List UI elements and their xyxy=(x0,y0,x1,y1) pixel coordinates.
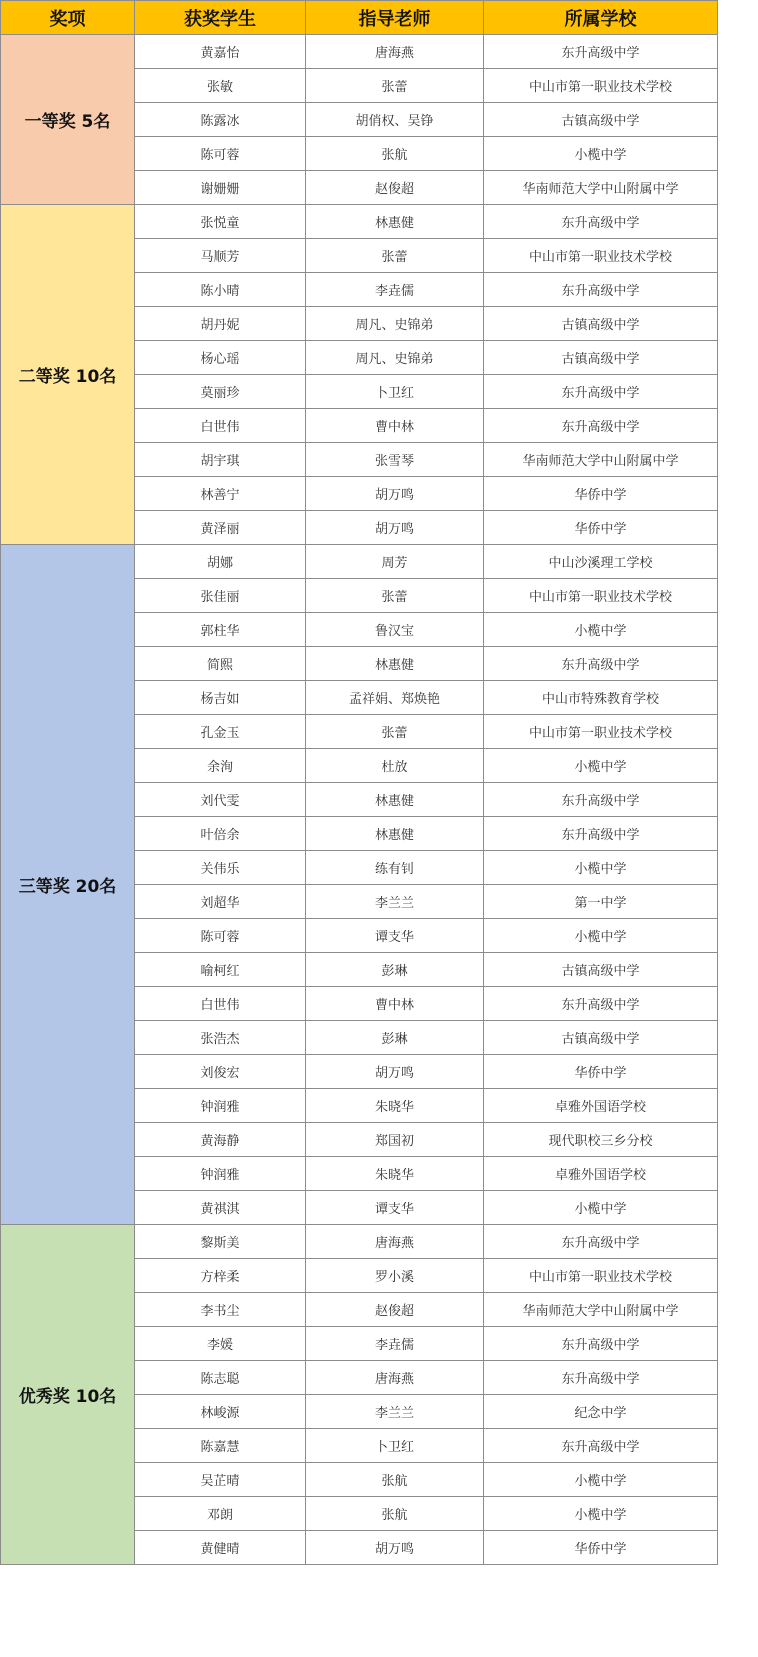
student-cell: 张佳丽 xyxy=(135,579,306,613)
student-cell: 胡丹妮 xyxy=(135,307,306,341)
table-header xyxy=(1,1,718,35)
school-cell: 华南师范大学中山附属中学 xyxy=(484,443,718,477)
student-cell: 刘超华 xyxy=(135,885,306,919)
teacher-cell: 李垚儒 xyxy=(306,1327,484,1361)
student-cell: 吴芷晴 xyxy=(135,1463,306,1497)
student-cell: 黄祺淇 xyxy=(135,1191,306,1225)
school-cell: 东升高级中学 xyxy=(484,1361,718,1395)
teacher-cell: 唐海燕 xyxy=(306,1361,484,1395)
school-cell: 东升高级中学 xyxy=(484,1225,718,1259)
teacher-cell: 朱晓华 xyxy=(306,1089,484,1123)
school-cell: 小榄中学 xyxy=(484,919,718,953)
student-cell: 刘俊宏 xyxy=(135,1055,306,1089)
teacher-cell: 张航 xyxy=(306,1463,484,1497)
student-cell: 谢姗姗 xyxy=(135,171,306,205)
student-cell: 钟润雅 xyxy=(135,1157,306,1191)
teacher-cell: 胡俏权、吴铮 xyxy=(306,103,484,137)
teacher-cell: 练有钊 xyxy=(306,851,484,885)
student-cell: 黎斯美 xyxy=(135,1225,306,1259)
teacher-cell: 李兰兰 xyxy=(306,1395,484,1429)
teacher-cell: 张蕾 xyxy=(306,715,484,749)
teacher-cell: 彭琳 xyxy=(306,953,484,987)
student-cell: 黄海静 xyxy=(135,1123,306,1157)
school-cell: 小榄中学 xyxy=(484,1497,718,1531)
school-cell: 东升高级中学 xyxy=(484,273,718,307)
award-cell: 优秀奖 10名 xyxy=(1,1225,135,1565)
teacher-cell: 张航 xyxy=(306,137,484,171)
school-cell: 华南师范大学中山附属中学 xyxy=(484,1293,718,1327)
teacher-cell: 周凡、史锦弟 xyxy=(306,341,484,375)
header-student: 获奖学生 xyxy=(135,1,306,35)
school-cell: 华侨中学 xyxy=(484,1531,718,1565)
school-cell: 东升高级中学 xyxy=(484,987,718,1021)
teacher-cell: 胡万鸣 xyxy=(306,1055,484,1089)
teacher-cell: 张蕾 xyxy=(306,69,484,103)
student-cell: 陈可蓉 xyxy=(135,919,306,953)
student-cell: 陈可蓉 xyxy=(135,137,306,171)
header-row xyxy=(1,1,718,35)
student-cell: 邓朗 xyxy=(135,1497,306,1531)
school-cell: 东升高级中学 xyxy=(484,375,718,409)
teacher-cell: 张航 xyxy=(306,1497,484,1531)
student-cell: 陈志聪 xyxy=(135,1361,306,1395)
student-cell: 李书尘 xyxy=(135,1293,306,1327)
school-cell: 中山市第一职业技术学校 xyxy=(484,1259,718,1293)
school-cell: 中山市第一职业技术学校 xyxy=(484,579,718,613)
student-cell: 喻柯红 xyxy=(135,953,306,987)
teacher-cell: 赵俊超 xyxy=(306,171,484,205)
teacher-cell: 卜卫红 xyxy=(306,375,484,409)
school-cell: 小榄中学 xyxy=(484,749,718,783)
student-cell: 张悦童 xyxy=(135,205,306,239)
school-cell: 华侨中学 xyxy=(484,1055,718,1089)
teacher-cell: 胡万鸣 xyxy=(306,477,484,511)
school-cell: 华南师范大学中山附属中学 xyxy=(484,171,718,205)
school-cell: 东升高级中学 xyxy=(484,1429,718,1463)
student-cell: 白世伟 xyxy=(135,409,306,443)
student-cell: 钟润雅 xyxy=(135,1089,306,1123)
teacher-cell: 朱晓华 xyxy=(306,1157,484,1191)
school-cell: 卓雅外国语学校 xyxy=(484,1089,718,1123)
school-cell: 古镇高级中学 xyxy=(484,307,718,341)
school-cell: 小榄中学 xyxy=(484,851,718,885)
school-cell: 古镇高级中学 xyxy=(484,1021,718,1055)
student-cell: 陈嘉慧 xyxy=(135,1429,306,1463)
student-cell: 杨吉如 xyxy=(135,681,306,715)
teacher-cell: 李垚儒 xyxy=(306,273,484,307)
school-cell: 东升高级中学 xyxy=(484,817,718,851)
student-cell: 胡宇琪 xyxy=(135,443,306,477)
student-cell: 黄泽丽 xyxy=(135,511,306,545)
teacher-cell: 胡万鸣 xyxy=(306,1531,484,1565)
table-row xyxy=(1,545,718,579)
table-row xyxy=(1,1225,718,1259)
table-row xyxy=(1,205,718,239)
school-cell: 中山市特殊教育学校 xyxy=(484,681,718,715)
teacher-cell: 周凡、史锦弟 xyxy=(306,307,484,341)
student-cell: 方梓柔 xyxy=(135,1259,306,1293)
school-cell: 华侨中学 xyxy=(484,477,718,511)
school-cell: 纪念中学 xyxy=(484,1395,718,1429)
school-cell: 卓雅外国语学校 xyxy=(484,1157,718,1191)
student-cell: 刘代雯 xyxy=(135,783,306,817)
student-cell: 林峻源 xyxy=(135,1395,306,1429)
school-cell: 古镇高级中学 xyxy=(484,341,718,375)
teacher-cell: 周芳 xyxy=(306,545,484,579)
school-cell: 中山市第一职业技术学校 xyxy=(484,239,718,273)
table-row xyxy=(1,35,718,69)
teacher-cell: 林惠健 xyxy=(306,647,484,681)
teacher-cell: 张蕾 xyxy=(306,239,484,273)
teacher-cell: 唐海燕 xyxy=(306,35,484,69)
student-cell: 杨心瑶 xyxy=(135,341,306,375)
award-cell: 一等奖 5名 xyxy=(1,35,135,205)
student-cell: 胡娜 xyxy=(135,545,306,579)
table-body xyxy=(1,35,718,1565)
student-cell: 林善宁 xyxy=(135,477,306,511)
header-award: 奖项 xyxy=(1,1,135,35)
student-cell: 黄健晴 xyxy=(135,1531,306,1565)
student-cell: 莫丽珍 xyxy=(135,375,306,409)
student-cell: 陈小晴 xyxy=(135,273,306,307)
teacher-cell: 曹中林 xyxy=(306,409,484,443)
student-cell: 张敏 xyxy=(135,69,306,103)
student-cell: 叶倍余 xyxy=(135,817,306,851)
student-cell: 白世伟 xyxy=(135,987,306,1021)
student-cell: 张浩杰 xyxy=(135,1021,306,1055)
school-cell: 华侨中学 xyxy=(484,511,718,545)
teacher-cell: 彭琳 xyxy=(306,1021,484,1055)
teacher-cell: 张蕾 xyxy=(306,579,484,613)
student-cell: 黄嘉怡 xyxy=(135,35,306,69)
school-cell: 第一中学 xyxy=(484,885,718,919)
header-school: 所属学校 xyxy=(484,1,718,35)
teacher-cell: 胡万鸣 xyxy=(306,511,484,545)
teacher-cell: 林惠健 xyxy=(306,783,484,817)
school-cell: 小榄中学 xyxy=(484,137,718,171)
school-cell: 小榄中学 xyxy=(484,613,718,647)
award-cell: 三等奖 20名 xyxy=(1,545,135,1225)
school-cell: 现代职校三乡分校 xyxy=(484,1123,718,1157)
school-cell: 古镇高级中学 xyxy=(484,103,718,137)
school-cell: 中山市第一职业技术学校 xyxy=(484,69,718,103)
school-cell: 古镇高级中学 xyxy=(484,953,718,987)
teacher-cell: 林惠健 xyxy=(306,817,484,851)
header-teacher: 指导老师 xyxy=(306,1,484,35)
teacher-cell: 郑国初 xyxy=(306,1123,484,1157)
student-cell: 李媛 xyxy=(135,1327,306,1361)
teacher-cell: 曹中林 xyxy=(306,987,484,1021)
student-cell: 陈露冰 xyxy=(135,103,306,137)
student-cell: 孔金玉 xyxy=(135,715,306,749)
student-cell: 马顺芳 xyxy=(135,239,306,273)
award-cell: 二等奖 10名 xyxy=(1,205,135,545)
school-cell: 小榄中学 xyxy=(484,1463,718,1497)
student-cell: 郭柱华 xyxy=(135,613,306,647)
school-cell: 东升高级中学 xyxy=(484,783,718,817)
school-cell: 东升高级中学 xyxy=(484,205,718,239)
teacher-cell: 唐海燕 xyxy=(306,1225,484,1259)
school-cell: 东升高级中学 xyxy=(484,35,718,69)
student-cell: 简熙 xyxy=(135,647,306,681)
teacher-cell: 谭支华 xyxy=(306,1191,484,1225)
school-cell: 东升高级中学 xyxy=(484,647,718,681)
teacher-cell: 谭支华 xyxy=(306,919,484,953)
student-cell: 余洵 xyxy=(135,749,306,783)
teacher-cell: 李兰兰 xyxy=(306,885,484,919)
school-cell: 东升高级中学 xyxy=(484,1327,718,1361)
school-cell: 中山市第一职业技术学校 xyxy=(484,715,718,749)
teacher-cell: 鲁汉宝 xyxy=(306,613,484,647)
teacher-cell: 卜卫红 xyxy=(306,1429,484,1463)
teacher-cell: 杜放 xyxy=(306,749,484,783)
school-cell: 东升高级中学 xyxy=(484,409,718,443)
school-cell: 中山沙溪理工学校 xyxy=(484,545,718,579)
teacher-cell: 林惠健 xyxy=(306,205,484,239)
teacher-cell: 赵俊超 xyxy=(306,1293,484,1327)
teacher-cell: 罗小溪 xyxy=(306,1259,484,1293)
teacher-cell: 孟祥娟、郑焕艳 xyxy=(306,681,484,715)
student-cell: 关伟乐 xyxy=(135,851,306,885)
school-cell: 小榄中学 xyxy=(484,1191,718,1225)
teacher-cell: 张雪琴 xyxy=(306,443,484,477)
